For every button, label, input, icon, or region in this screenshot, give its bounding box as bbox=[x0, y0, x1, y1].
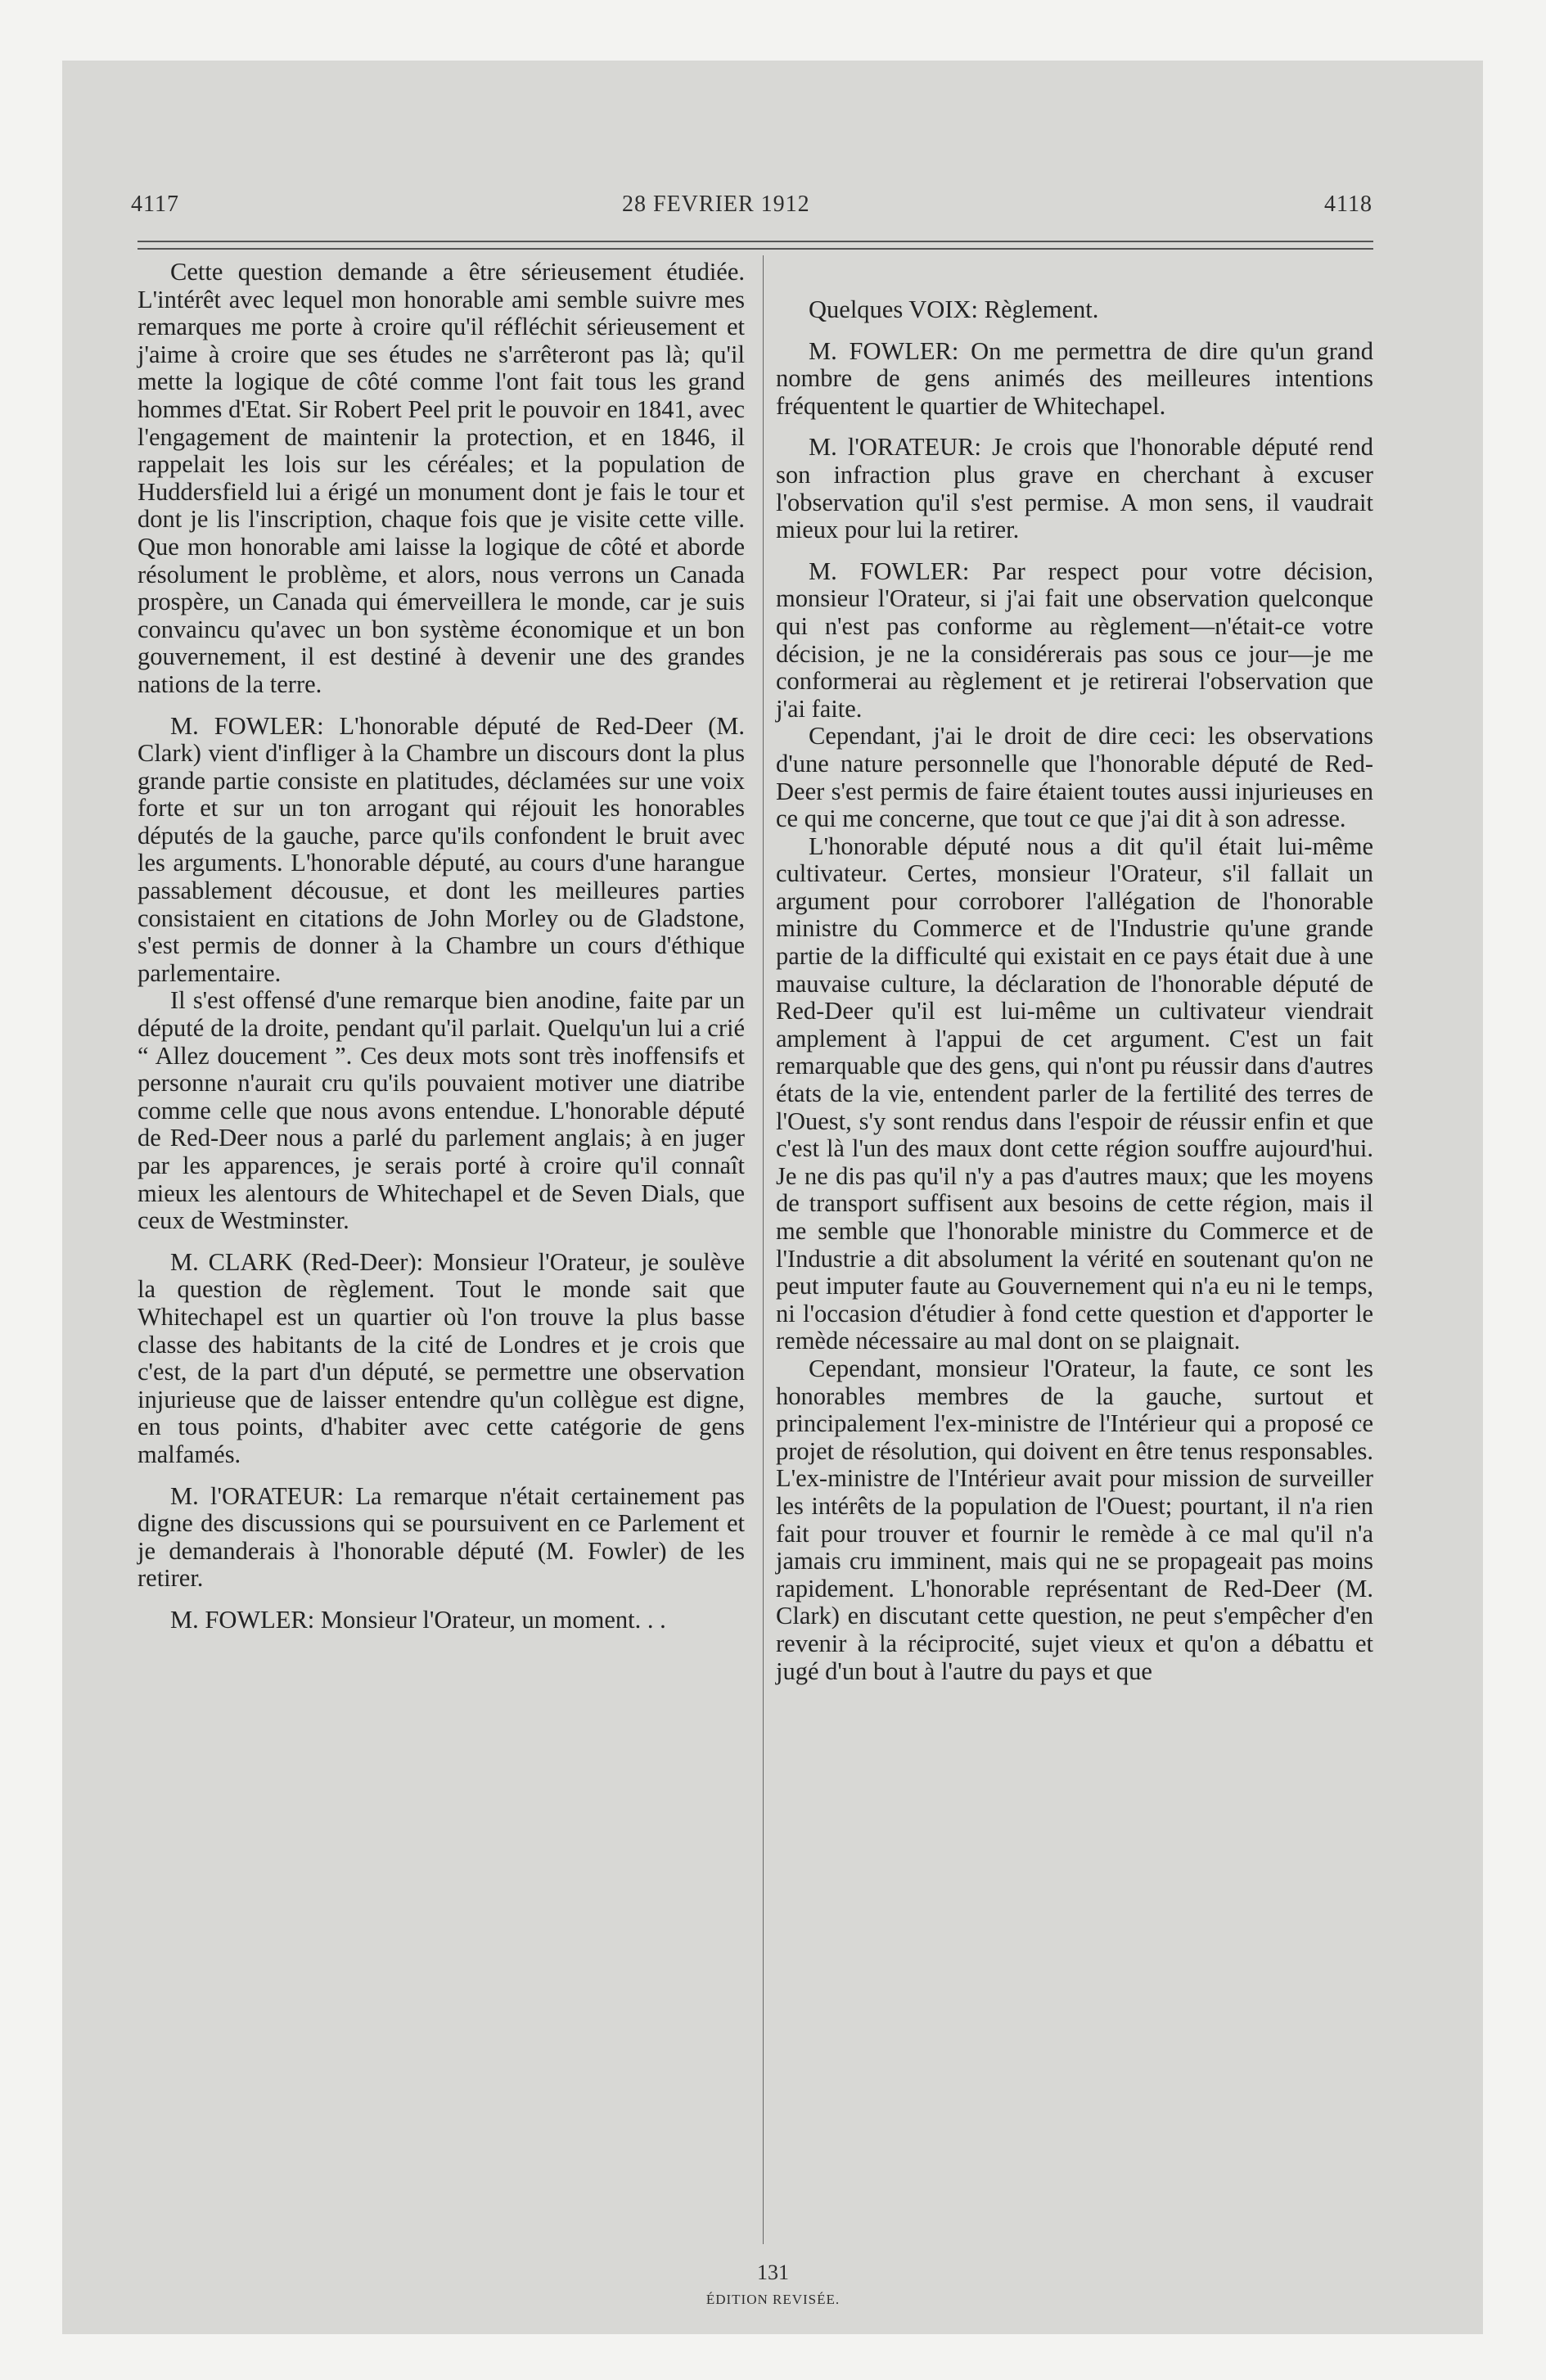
paragraph: Cependant, monsieur l'Orateur, la faute, ce sont les honorables membres de la gauche, surtout et principalement l'ex-ministre de l'Intérieur qui a proposé ce projet de résolution, qui doivent en être tenus responsables. L'ex-ministre de l'Intérieur avait pour mission de surveiller les intérêts de la population de l'Ouest; pourtant, il n'a rien fait pour trouver et fournir le remède à ce mal qu'il n'a jamais cru imminent, mais qui ne se propageait pas moins rapidement. L'honorable représentant de Red-Deer (M. Clark) en discutant cette question, ne peut s'empêcher d'en revenir à la réciprocité, sujet vieux et qu'on a débattu et jugé d'un bout à l'autre du pays et que bbox=[776, 1354, 1373, 1685]
header-rule-bottom bbox=[137, 248, 1373, 250]
right-column bbox=[776, 296, 1373, 1685]
left-column bbox=[137, 259, 745, 1634]
paragraph: M. FOWLER: Par respect pour votre décision, monsieur l'Orateur, si j'ai fait une observation quelconque qui n'est pas conforme au règlement—n'était-ce votre décision, je ne la considérerais pas sous ce jour—je me conformerai au règlement et je retirerai l'observation que j'ai faite. bbox=[776, 557, 1373, 723]
paragraph: M. CLARK (Red-Deer): Monsieur l'Orateur, je soulève la question de règlement. Tout le monde sait que Whitechapel est un quartier où l'on trouve la plus basse classe des habitants de la cité de Londres et je crois que c'est, de la part d'un député, se permettre une observation injurieuse que de laisser entendre qu'un collègue est digne, en tous points, d'habiter avec cette catégorie de gens malfamés. bbox=[137, 1247, 745, 1468]
paragraph: M. FOWLER: On me permettra de dire qu'un grand nombre de gens animés des meilleures intentions fréquentent le quartier de Whitechapel. bbox=[776, 336, 1373, 420]
paragraph: L'honorable député nous a dit qu'il était lui-même cultivateur. Certes, monsieur l'Orateur, s'il fallait un argument pour corroborer l'allégation de l'honorable ministre du Commerce et de l'Industrie qu'une grande partie de la difficulté qui existait en ce pays était due à une mauvaise culture, la déclaration de l'honorable député de Red-Deer qu'il est lui-même un cultivateur viendrait amplement à l'appui de cet argument. C'est un fait remarquable que des gens, qui n'ont pu réussir dans d'autres états de la vie, entendent parler de la fertilité des terres de l'Ouest, s'y sont rendus dans l'espoir de réussir enfin et que c'est là l'un des maux dont cette région souffre aujourd'hui. Je ne dis pas qu'il n'y a pas d'autres maux; que les moyens de transport suffisent aux besoins de cette région, mais il me semble que l'honorable ministre du Commerce et de l'Industrie a dit absolument la vérité en soutenant qu'on ne peut imputer faute au Gouvernement qui n'a eu ni le temps, ni l'occasion d'étudier à fond cette question et d'apporter le remède nécessaire au mal dont on se plaignait. bbox=[776, 832, 1373, 1355]
column-divider bbox=[763, 255, 764, 2244]
paragraph: M. l'ORATEUR: La remarque n'était certainement pas digne des discussions qui se poursuivent en ce Parlement et je demanderais à l'honorable député (M. Fowler) de les retirer. bbox=[137, 1481, 745, 1593]
edition-note: ÉDITION REVISÉE. bbox=[705, 2292, 841, 2307]
paragraph: Cette question demande a être sérieusement étudiée. L'intérêt avec lequel mon honorable ami semble suivre mes remarques me porte à croire qu'il réfléchit sérieusement et j'aime à croire que ses études ne s'arrêteront pas là; qu'il mette la logique de côté comme l'ont fait tous les grand hommes d'Etat. Sir Robert Peel prit le pouvoir en 1841, avec l'engagement de maintenir la protection, et en 1846, il rappelait les lois sur les céréales; et la population de Huddersfield lui a érigé un monument dont je fais le tour et dont je lis l'inscription, chaque fois que je visite cette ville. Que mon honorable ami laisse la logique de côté et aborde résolument le problème, et alors, nous verrons un Canada prospère, un Canada qui émerveillera le monde, car je suis convaincu qu'avec un bon système économique et un bon gouvernement, il est destiné à devenir une des grandes nations de la terre. bbox=[137, 258, 745, 698]
right-page-number: 4118 bbox=[1324, 192, 1372, 217]
paragraph: Cependant, j'ai le droit de dire ceci: les observations d'une nature personnelle que l'honorable député de Red-Deer s'est permis de faire étaient toutes aussi injurieuses en ce qui me concerne, que tout ce que j'ai dit à son adresse. bbox=[776, 722, 1373, 833]
paragraph: Il s'est offensé d'une remarque bien anodine, faite par un député de la droite, pendant qu'il parlait. Quelqu'un lui a crié “ Allez doucement ”. Ces deux mots sont très inoffensifs et personne n'aurait cru qu'ils pouvaient motiver une diatribe comme celle que nous avons entendue. L'honorable député de Red-Deer nous a parlé du parlement anglais; à en juger par les apparences, je serais porté à croire qu'il connaît mieux les alentours de Whitechapel et de Seven Dials, que ceux de Westminster. bbox=[137, 986, 745, 1235]
paragraph: Quelques VOIX: Règlement. bbox=[809, 295, 1099, 323]
paragraph: M. FOWLER: L'honorable député de Red-Deer (M. Clark) vient d'infliger à la Chambre un discours dont la plus grande partie consiste en platitudes, déclamées sur une voix forte et sur un ton arrogant qui réjouit les honorables députés de la gauche, parce qu'ils confondent le bruit avec les arguments. L'honorable député, au cours d'une harangue passablement décousue, et dont les meilleures parties consistaient en citations de John Morley ou de Gladstone, s'est permis de donner à la Chambre un cours d'éthique parlementaire. bbox=[137, 711, 745, 987]
sheet-number: 131 bbox=[757, 2261, 789, 2284]
left-page-number: 4117 bbox=[131, 192, 179, 217]
page-date: 28 FEVRIER 1912 bbox=[622, 192, 810, 217]
paragraph: M. l'ORATEUR: Je crois que l'honorable député rend son infraction plus grave en cherchant à excuser l'observation qu'il s'est permise. A mon sens, il vaudrait mieux pour lui la retirer. bbox=[776, 433, 1373, 544]
paragraph: M. FOWLER: Monsieur l'Orateur, un moment. . . bbox=[170, 1605, 666, 1634]
header-rule-top bbox=[137, 241, 1373, 242]
